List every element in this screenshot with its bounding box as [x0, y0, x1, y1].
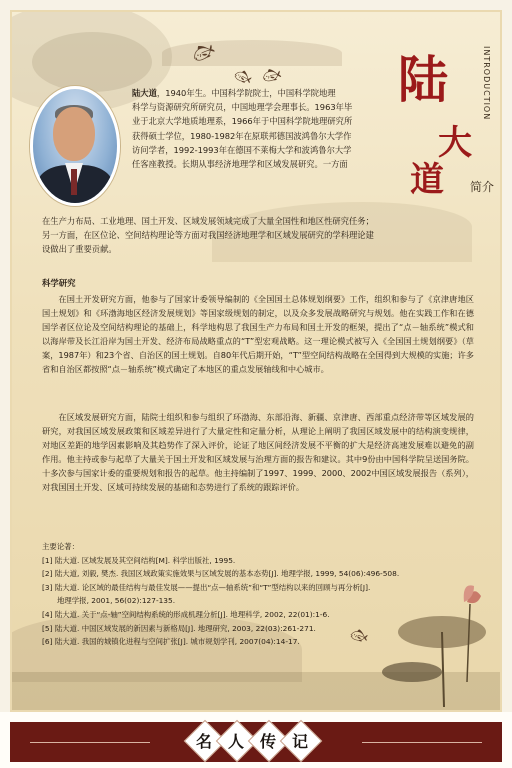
reference-item: [3] 陆大道. 论区域的最佳结构与最佳发展——提出“点—轴系统”和“T”型结构以来的回顾与再分析[J].	[42, 582, 371, 592]
reference-item-continued: 地理学报, 2001, 56(02):127-135.	[57, 596, 176, 606]
portrait-face	[53, 107, 95, 161]
bio-intro	[132, 86, 412, 171]
research-paragraph-2: 在区域发展研究方面，陆院士组织和参与组织了环渤海、东部沿海、新疆、京津唐、西部重点经济带等区域发展的研究，对我国区域发展政策和区域差异进行了大量定性和定量分析，从理论上阐明了我国区域发展中的结构演变规律，对地区差距的地学因素影响及其趋势作了深入评价，论证了地区间经济发展不平衡的扩大是经济高速发展难以避免的副作用。他主持或参与起草了大量关于国土开发和区域发展与治理方面的报告和建议。其中9份由中国科学院呈送国务院。十多次参与国家计委的重要规划和报告的起草。他主持编制了1997、1999、2000、2002中国区域发展报告（系列），对我国国土开发、区域可持续发展的基础和态势进行了系统的跟踪评价。	[42, 412, 474, 493]
bio-line: 业于北京大学地质地理系，1966年于中国科学院地理研究所	[132, 116, 353, 127]
banner-char: 记	[291, 732, 308, 751]
references-title: 主要论著：	[42, 542, 79, 551]
bio-line: 在生产力布局、工业地理、国土开发、区域发展领域完成了大量全国性和地区性研究任务；	[42, 216, 374, 226]
fish-icon: 🐟︎	[231, 66, 254, 88]
portrait-photo	[30, 86, 120, 206]
banner-char: 传	[259, 732, 276, 751]
introduction-label: INTRODUCTION	[482, 46, 491, 121]
banner-char: 名	[195, 732, 212, 751]
bio-line: 另一方面，在区位论、空间结构理论等方面对我国经济地理学和区域发展研究的学科理论建	[42, 230, 374, 241]
reference-item: [6] 陆大道. 我国的城镇化进程与空间扩张[J]. 城市规划学刊, 2007(04):14-17.	[42, 637, 300, 647]
banner-divider	[362, 742, 482, 743]
bio-line: 获得硕士学位，1980-1982年在原联邦德国波鸿鲁尔大学作	[132, 130, 352, 141]
jianjie-label: 简介	[470, 180, 495, 194]
portrait-tie	[71, 169, 77, 195]
bio-text: ，1940年生。中国科学院院士，中国科学院地理	[156, 88, 336, 98]
name-char-1: 陆	[398, 50, 448, 109]
fish-icon: 🐟︎	[188, 37, 219, 68]
reference-item: [5] 陆大道. 中国区域发展的新因素与新格局[J]. 地理研究, 2003, 22(03):261-271.	[42, 623, 316, 633]
reference-item: [4] 陆大道. 关于“点-轴”空间结构系统的形成机理分析[J]. 地理科学, 2002, 22(01):1-6.	[42, 609, 330, 619]
research-paragraph-1: 在国土开发研究方面，他参与了国家计委领导编制的《全国国土总体规划纲要》工作，组织和参与了《京津唐地区国土规划》和《环渤海地区经济发展规划》等国家级规划的制定，以及众多发展战略研究与规划。他在实践工作和在德国学者区位论及空间结构理论的基础上，科学地构思了我国生产力布局和国土开发的框架，提出了“点－轴系统”模式和以海岸带及长江沿岸为国土开发、经济布局战略重点的“T”型宏观战略。这一理论模式被写入《全国国土规划纲要》（草案，1987年）和23个省、自治区的国土规划。自80年代后期开始，“T”型空间结构战略在全国得到大规模的实施；许多省和自治区都按照“点－轴系统”模式确定了本地区的重点发展轴线和中心城市。	[42, 294, 474, 375]
fish-icon: 🐟︎	[348, 626, 370, 646]
bio-line: 科学与资源研究所研究员，中国地理学会理事长。1963年毕	[132, 102, 353, 113]
name-char-3: 道	[410, 160, 444, 200]
reference-item: [1] 陆大道. 区域发展及其空间结构[M]. 科学出版社, 1995.	[42, 555, 236, 565]
banner-char: 人	[227, 732, 244, 751]
bio-line: 访问学者，1992-1993年在德国不莱梅大学和波鸿鲁尔大学	[132, 144, 352, 155]
mountain-decoration	[162, 37, 342, 68]
reference-item: [2] 陆大道, 刘毅, 樊杰. 我国区域政策实施效果与区域发展的基本态势[J]. 地理学报, 1999, 54(06):496-508.	[42, 569, 400, 579]
person-name: 陆大道	[132, 88, 157, 98]
references-list	[42, 540, 462, 649]
section-title-research: 科学研究	[42, 278, 76, 288]
bio-continued	[42, 214, 482, 257]
ink-wash-decoration	[32, 32, 152, 92]
bio-line	[132, 86, 412, 100]
bio-line: 设做出了重要贡献。	[42, 244, 117, 255]
fish-icon: 🐟︎	[259, 63, 283, 87]
banner-divider	[30, 742, 150, 743]
name-char-2: 大	[438, 123, 472, 163]
bio-line: 任客座教授。长期从事经济地理学和区域发展研究。一方面	[132, 159, 348, 170]
